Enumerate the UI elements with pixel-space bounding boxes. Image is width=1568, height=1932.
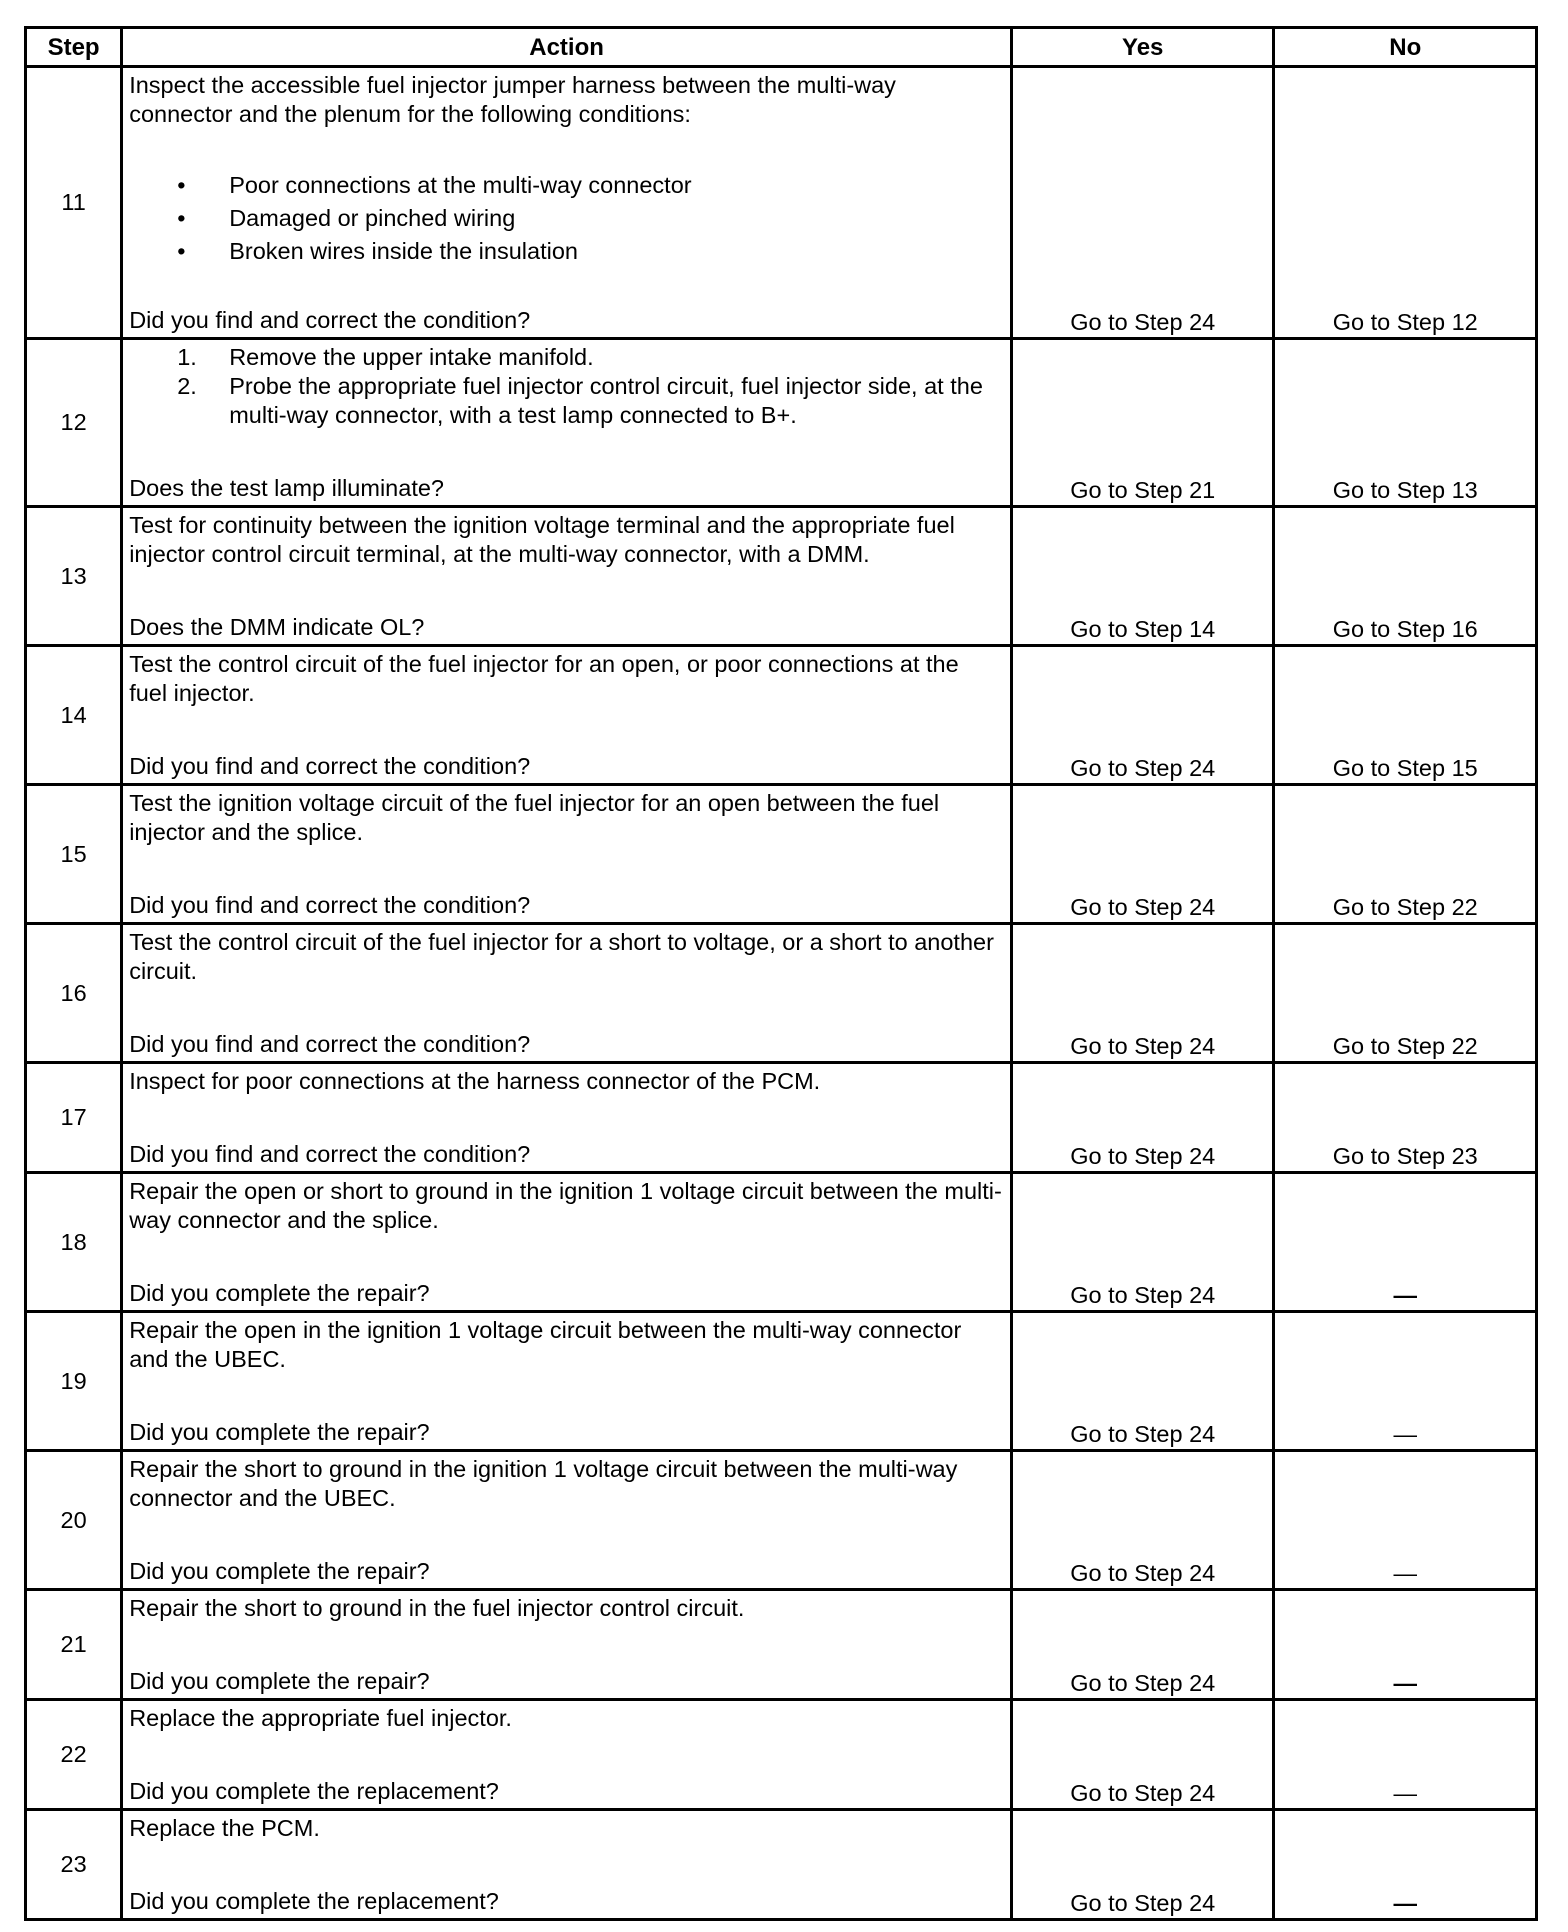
- action-cell: [122, 785, 1012, 924]
- yes-cell: Go to Step 24: [1011, 785, 1274, 924]
- action-cell: [122, 1590, 1012, 1700]
- list-item: [129, 372, 1002, 430]
- action-text: Repair the open or short to ground in the ignition 1 voltage circuit between the multi-way connector and the splice.: [129, 1178, 1002, 1233]
- no-cell: —: [1274, 1173, 1537, 1312]
- header-action: Action: [122, 28, 1012, 67]
- action-cell: [122, 1700, 1012, 1810]
- action-text: Repair the short to ground in the ignition 1 voltage circuit between the multi-way connector and the UBEC.: [129, 1456, 958, 1511]
- action-question: Did you find and correct the condition?: [129, 1141, 531, 1167]
- step-number: 23: [26, 1810, 122, 1920]
- list-number: 1.: [177, 344, 197, 370]
- header-no: No: [1274, 28, 1537, 67]
- yes-cell: Go to Step 21: [1011, 339, 1274, 507]
- action-text: Replace the PCM.: [129, 1815, 320, 1841]
- yes-cell: Go to Step 24: [1011, 67, 1274, 339]
- table-row: [26, 924, 1537, 1063]
- step-number: 16: [26, 924, 122, 1063]
- action-question: Does the DMM indicate OL?: [129, 614, 425, 640]
- action-cell: [122, 1063, 1012, 1173]
- table-row: [26, 1810, 1537, 1920]
- header-step: Step: [26, 28, 122, 67]
- step-number: 12: [26, 339, 122, 507]
- step-number: 11: [26, 67, 122, 339]
- action-question: Did you complete the repair?: [129, 1280, 430, 1306]
- action-question: Did you find and correct the condition?: [129, 1031, 531, 1057]
- action-question: Did you complete the replacement?: [129, 1888, 499, 1914]
- yes-cell: Go to Step 24: [1011, 1451, 1274, 1590]
- diagnostic-table: [24, 26, 1538, 1921]
- no-cell: Go to Step 12: [1274, 67, 1537, 339]
- action-text: Repair the short to ground in the fuel injector control circuit.: [129, 1595, 745, 1621]
- action-text: Test the control circuit of the fuel injector for a short to voltage, or a short to another circuit.: [129, 929, 994, 984]
- no-cell: —: [1274, 1451, 1537, 1590]
- action-question: Did you find and correct the condition?: [129, 892, 531, 918]
- action-cell: [122, 1451, 1012, 1590]
- action-text: Inspect the accessible fuel injector jumper harness between the multi-way connector and the plenum for the following conditions:: [129, 72, 896, 127]
- action-question: Did you complete the repair?: [129, 1558, 430, 1584]
- list-item: • Poor connections at the multi-way connector: [129, 169, 1002, 202]
- table-row: [26, 1063, 1537, 1173]
- action-cell: [122, 924, 1012, 1063]
- procedure-list: [129, 343, 1002, 430]
- no-cell: —: [1274, 1590, 1537, 1700]
- list-number: 2.: [177, 373, 197, 399]
- action-cell: [122, 1173, 1012, 1312]
- step-number: 22: [26, 1700, 122, 1810]
- list-text: Probe the appropriate fuel injector control circuit, fuel injector side, at the multi-way connector, with a test lamp connected to B+.: [229, 373, 983, 428]
- action-text: Test the control circuit of the fuel injector for an open, or poor connections at the fuel injector.: [129, 651, 959, 706]
- header-yes: Yes: [1011, 28, 1274, 67]
- yes-cell: Go to Step 24: [1011, 1063, 1274, 1173]
- action-cell: [122, 339, 1012, 507]
- list-item: • Damaged or pinched wiring: [129, 202, 1002, 235]
- table-row: [26, 1173, 1537, 1312]
- action-cell: [122, 67, 1012, 339]
- list-text: Remove the upper intake manifold.: [229, 344, 594, 370]
- action-text: Replace the appropriate fuel injector.: [129, 1705, 512, 1731]
- action-question: Does the test lamp illuminate?: [129, 475, 444, 501]
- action-question: Did you complete the repair?: [129, 1419, 430, 1445]
- no-cell: Go to Step 15: [1274, 646, 1537, 785]
- no-cell: Go to Step 23: [1274, 1063, 1537, 1173]
- no-cell: Go to Step 13: [1274, 339, 1537, 507]
- table-row: [26, 1451, 1537, 1590]
- step-number: 17: [26, 1063, 122, 1173]
- table-row: [26, 1312, 1537, 1451]
- action-text: Test the ignition voltage circuit of the fuel injector for an open between the fuel injector and the splice.: [129, 790, 940, 845]
- no-cell: —: [1274, 1700, 1537, 1810]
- condition-list: [129, 169, 1002, 268]
- step-number: 14: [26, 646, 122, 785]
- no-cell: Go to Step 22: [1274, 924, 1537, 1063]
- step-number: 19: [26, 1312, 122, 1451]
- yes-cell: Go to Step 24: [1011, 1810, 1274, 1920]
- yes-cell: Go to Step 24: [1011, 646, 1274, 785]
- action-cell: [122, 507, 1012, 646]
- no-cell: —: [1274, 1810, 1537, 1920]
- action-text: Test for continuity between the ignition voltage terminal and the appropriate fuel injector control circuit terminal, at the multi-way connector, with a DMM.: [129, 512, 955, 567]
- yes-cell: Go to Step 24: [1011, 924, 1274, 1063]
- yes-cell: Go to Step 24: [1011, 1590, 1274, 1700]
- step-number: 13: [26, 507, 122, 646]
- action-question: Did you complete the repair?: [129, 1668, 430, 1694]
- step-number: 18: [26, 1173, 122, 1312]
- action-cell: [122, 1312, 1012, 1451]
- table-row: [26, 339, 1537, 507]
- no-cell: Go to Step 16: [1274, 507, 1537, 646]
- action-text: Repair the open in the ignition 1 voltage circuit between the multi-way connector and the UBEC.: [129, 1317, 962, 1372]
- list-item: • Broken wires inside the insulation: [129, 235, 1002, 268]
- table-row: [26, 646, 1537, 785]
- table-row: [26, 507, 1537, 646]
- step-number: 20: [26, 1451, 122, 1590]
- step-number: 21: [26, 1590, 122, 1700]
- no-cell: —: [1274, 1312, 1537, 1451]
- action-question: Did you find and correct the condition?: [129, 307, 531, 333]
- yes-cell: Go to Step 14: [1011, 507, 1274, 646]
- table-row: [26, 67, 1537, 339]
- no-cell: Go to Step 22: [1274, 785, 1537, 924]
- yes-cell: Go to Step 24: [1011, 1700, 1274, 1810]
- action-text: Inspect for poor connections at the harness connector of the PCM.: [129, 1068, 821, 1094]
- list-item: [129, 343, 1002, 372]
- yes-cell: Go to Step 24: [1011, 1312, 1274, 1451]
- table-row: [26, 1590, 1537, 1700]
- header-row: [26, 28, 1537, 67]
- action-cell: [122, 1810, 1012, 1920]
- action-cell: [122, 646, 1012, 785]
- table-row: [26, 1700, 1537, 1810]
- action-question: Did you complete the replacement?: [129, 1778, 499, 1804]
- step-number: 15: [26, 785, 122, 924]
- action-question: Did you find and correct the condition?: [129, 753, 531, 779]
- yes-cell: Go to Step 24: [1011, 1173, 1274, 1312]
- table-row: [26, 785, 1537, 924]
